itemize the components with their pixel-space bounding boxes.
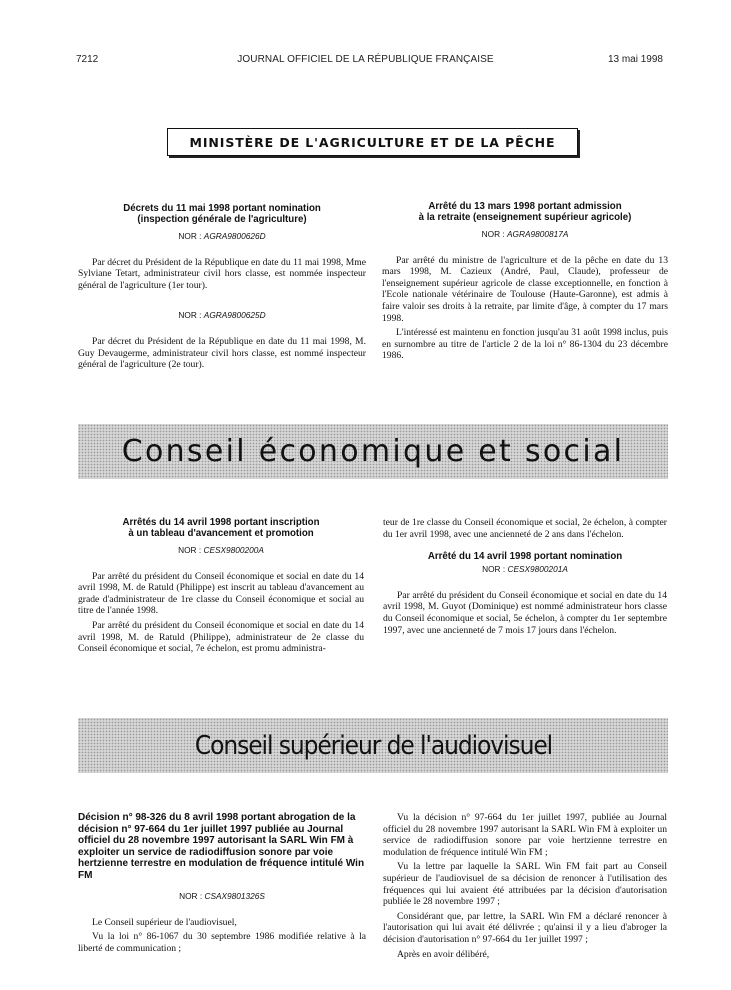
section-banner-title: Conseil supérieur de l'audiovisuel <box>194 730 552 761</box>
decision-paragraph: Vu la lettre par laquelle la SARL Win FM fait part au Conseil supérieur de l'audiovisuel de sa décision de renoncer à l'utilisation des fréquences qui lui avaient été attribuées par la décision d'autorisation publiée le 28 novembre 1997 ; <box>383 861 667 908</box>
arrete-title-line1: Arrêtés du 14 avril 1998 portant inscription <box>122 517 320 528</box>
arrete-title-line2: à un tableau d'avancement et promotion <box>128 528 314 539</box>
decision-paragraph: Considérant que, par lettre, la SARL Win FM a déclaré renoncer à l'autorisation qui lui avait été délivrée ; qu'ainsi il y a lieu d'abroger la décision d'autorisation n° 97-664 du 1er juillet 1997 ; <box>383 910 667 945</box>
arrete-title-line2: à la retraite (enseignement supérieur agricole) <box>418 212 632 223</box>
arrete-title <box>78 517 364 539</box>
page-number: 7212 <box>76 54 99 65</box>
agri-right-column <box>382 201 668 365</box>
nor-reference <box>78 891 366 903</box>
nor-code: CESX9800200A <box>203 545 264 555</box>
nor-label: NOR : <box>178 310 202 321</box>
decision-paragraph: Après en avoir délibéré, <box>397 948 490 960</box>
nor-code: CESX9800201A <box>507 564 568 575</box>
nor-reference <box>78 310 366 322</box>
arrete-title <box>382 201 668 223</box>
arrete-paragraph: Par arrêté du président du Conseil économique et social en date du 14 avril 1998, M. Guyot (Dominique) est nommé administrateur hors classe du Conseil économique et social, 5e échelon, à compter du 1er septembre 1997, avec une ancienneté de 7 mois 17 jours dans l'échelon. <box>383 589 667 636</box>
arrete-paragraph: Par arrêté du président du Conseil économique et social en date du 14 avril 1998, M. de Ratuld (Philippe) est inscrit au tableau d'avancement au grade d'administrateur de 1re classe du Conseil économique et social au titre de l'année 1998. <box>78 570 364 617</box>
section-banner-title: Conseil économique et social <box>121 434 625 469</box>
section-banner-ces <box>78 424 668 479</box>
decree-paragraph: Par décret du Président de la République en date du 11 mai 1998, M. Guy Devaugerme, administrateur civil hors classe, est nommé inspecteur général de l'agriculture (2e tour). <box>78 335 366 371</box>
arrete-paragraph: Par arrêté du président du Conseil économique et social en date du 14 avril 1998, M. de Ratuld (Philippe), administrateur de 2e classe du Conseil économique et social, 7e échelon, est promu administra- <box>78 619 364 655</box>
nor-label: NOR : <box>178 231 202 241</box>
issue-date: 13 mai 1998 <box>607 54 663 65</box>
arrete-paragraph: Par arrêté du ministre de l'agriculture et de la pêche en date du 13 mars 1998, M. Cazieux (André, Paul, Claude), professeur de l'enseignement supérieur agricole de classe exceptionnelle, en fonction à l'Ecole nationale vétérinaire de Toulouse (Haute-Garonne), est admis à faire valoir ses droits à la retraite, par limite d'âge, à compter du 17 mars 1998. <box>382 254 668 324</box>
csa-right-column <box>383 812 667 963</box>
nor-code: AGRA9800625D <box>203 310 266 321</box>
decree-paragraph: Par décret du Président de la République en date du 11 mai 1998, Mme Sylviane Tetart, administrateur civil hors classe, est nommée inspecteur général de l'agriculture (1er tour). <box>78 256 366 291</box>
decision-paragraph: Vu la loi n° 86-1067 du 30 septembre 1986 modifiée relative à la liberté de communication ; <box>78 931 366 954</box>
ministry-heading: MINISTÈRE DE L'AGRICULTURE ET DE LA PÊCHE <box>167 128 578 156</box>
decree-title-line1: Décrets du 11 mai 1998 portant nomination <box>123 203 321 214</box>
journal-title: JOURNAL OFFICIEL DE LA RÉPUBLIQUE FRANÇAISE <box>237 54 494 65</box>
nor-reference <box>78 545 364 557</box>
running-header <box>0 54 731 68</box>
decision-title: Décision n° 98-326 du 8 avril 1998 portant abrogation de la décision n° 97-664 du 1er juillet 1997 publiée au Journal officiel du 28 novembre 1997 autorisant la SARL Win FM à exploiter un service de radiodiffusion sonore par voie hertzienne terrestre en modulation de fréquence intitulé Win FM <box>78 812 365 881</box>
arrete-paragraph: L'intéressé est maintenu en fonction jusqu'au 31 août 1998 inclus, puis en surnombre au titre de l'article 2 de la loi n° 86-1304 du 23 décembre 1986. <box>382 327 668 362</box>
agri-left-column <box>78 203 366 374</box>
continued-paragraph: teur de 1re classe du Conseil économique et social, 2e échelon, à compter du 1er avril 1998, avec une ancienneté de 2 ans dans l'échelon. <box>383 517 667 540</box>
nor-label: NOR : <box>482 564 506 575</box>
section-banner-csa <box>78 718 668 773</box>
nor-code: AGRA9800626D <box>203 231 266 241</box>
arrete-title-line1: Arrêté du 13 mars 1998 portant admission <box>428 201 622 212</box>
decree-title <box>78 203 366 225</box>
nor-label: NOR : <box>481 229 505 239</box>
nor-code: CSAX9801326S <box>204 891 265 901</box>
decision-paragraph: Le Conseil supérieur de l'audiovisuel, <box>92 916 237 928</box>
decree-title-line2: (inspection générale de l'agriculture) <box>137 214 307 225</box>
csa-left-column <box>78 812 366 957</box>
ces-right-column <box>383 517 667 639</box>
nor-code: AGRA9800817A <box>507 229 569 239</box>
nor-label: NOR : <box>178 545 202 555</box>
ces-left-column <box>78 517 364 658</box>
nor-reference <box>382 229 668 241</box>
nor-reference <box>383 564 667 576</box>
nor-reference <box>78 231 366 243</box>
arrete-title: Arrêté du 14 avril 1998 portant nomination <box>427 551 623 563</box>
decision-paragraph: Vu la décision n° 97-664 du 1er juillet 1997, publiée au Journal officiel du 28 novembre 1997 autorisant la SARL Win FM à exploiter un service de radiodiffusion sonore par voie hertzienne terrestre en modulation de fréquence intitulé Win FM ; <box>383 812 667 858</box>
nor-label: NOR : <box>179 891 203 901</box>
